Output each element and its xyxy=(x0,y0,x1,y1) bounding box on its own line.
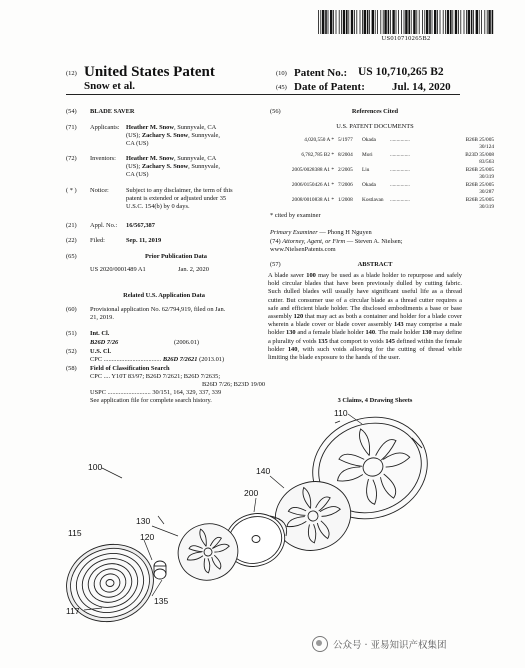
ref-date: 7/2006 xyxy=(338,182,353,188)
ref-date: 8/2004 xyxy=(338,152,353,158)
ref-class: B26B 25/005 xyxy=(465,167,494,173)
wechat-icon xyxy=(312,636,328,652)
primary-examiner: Primary Examiner — Phong H Nguyen xyxy=(270,229,372,236)
us-cl-cpc: CPC .................................... B26D 7/2621 (2013.01) xyxy=(90,356,225,363)
ref-dots: ............... xyxy=(390,137,410,143)
ref-class: B26B 25/005 xyxy=(465,197,494,203)
code-56: (56) xyxy=(270,108,281,115)
patent-no-label: Patent No.: xyxy=(294,67,348,79)
ref-name: Okada xyxy=(362,137,376,143)
us-patent-documents-heading: U.S. PATENT DOCUMENTS xyxy=(336,123,414,130)
inventors-short: Snow et al. xyxy=(84,80,136,92)
patent-number: US 10,710,265 B2 xyxy=(358,66,444,78)
ref-name: Mori xyxy=(362,152,373,158)
ref-date: 1/2008 xyxy=(338,197,353,203)
code-57: (57) xyxy=(270,261,281,268)
ref-number: 2006/0150426 A1 * xyxy=(291,182,334,188)
abstract-heading: ABSTRACT xyxy=(357,261,393,268)
code-54: (54) xyxy=(66,108,77,115)
ref-class-secondary: 30/319 xyxy=(479,203,494,210)
field-of-search-label: Field of Classification Search xyxy=(90,365,170,372)
label-115: 115 xyxy=(68,528,82,538)
claims-drawing-sheets: 3 Claims, 4 Drawing Sheets xyxy=(337,397,413,404)
ref-name: Liu xyxy=(362,167,370,173)
ref-date: 2/2005 xyxy=(338,167,353,173)
cited-by-examiner: * cited by examiner xyxy=(270,212,321,219)
watermark-text: 公众号 · 亚易知识产权集团 xyxy=(333,640,447,651)
search-history-note: See application file for complete search history. xyxy=(90,397,212,404)
ref-class: B26B 25/005 xyxy=(465,182,494,188)
label-130: 130 xyxy=(136,516,151,526)
inventors-label: Inventors: xyxy=(90,155,116,162)
related-application-heading: Related U.S. Application Data xyxy=(123,292,205,299)
appl-no: 16/567,387 xyxy=(126,222,155,229)
int-cl-label: Int. Cl. xyxy=(90,330,110,337)
ref-dots: ............... xyxy=(390,167,410,173)
abstract-text: A blade saver 100 may be used as a blade holder to repurpose and safely hold circular blades that have been previously dulled by cutting fabric. Such dulled blades will usually have significant useful life as a thread cutter. But consumer use of a circular blade as a thread cutter requires a safe and efficient blade holder. The disclosed embodiments a base or base assembly 120 that may act as both a container and holder for a blade cover wherein a blade cover or blade cover assembly 143 may comprise a male holder 130 and a female blade holder 140. The male holder 130 may define a plurality of voids 135 that comport to voids 145 defined within the female holder 140, with such voids allowing for the cutting of thread while limiting the blade exposure to the hands of the user. xyxy=(268,272,463,362)
part-135-post xyxy=(154,561,166,579)
ref-number: 2005/0028388 A1 * xyxy=(291,167,334,173)
label-135: 135 xyxy=(154,596,169,606)
label-117: 117 xyxy=(66,606,80,616)
code-12: (12) xyxy=(66,70,77,77)
ref-name: Okada xyxy=(362,182,376,188)
code-22: (22) xyxy=(66,237,77,244)
patent-title: United States Patent xyxy=(84,64,215,80)
label-140: 140 xyxy=(256,466,271,476)
attorney: (74) Attorney, Agent, or Firm — Steven A. Nielsen; xyxy=(270,238,403,245)
field-of-search-uspc: USPC ........................... 30/151, 164, 329, 337, 339 xyxy=(90,389,222,396)
code-71: (71) xyxy=(66,124,77,131)
us-cl-label: U.S. Cl. xyxy=(90,348,111,355)
code-65: (65) xyxy=(66,253,77,260)
ref-dots: ............... xyxy=(390,152,410,158)
ref-class: B26B 25/005 xyxy=(465,137,494,143)
filed-date: Sep. 11, 2019 xyxy=(126,237,162,244)
ref-number: 6,782,785 B2 * xyxy=(301,152,334,158)
ref-dots: ............... xyxy=(390,182,410,188)
label-100: 100 xyxy=(88,462,103,472)
applicants-block: Heather M. Snow, Sunnyvale, CA (US); Zachary S. Snow, Sunnyvale, CA (US) xyxy=(126,124,220,148)
inventors-block: Heather M. Snow, Sunnyvale, CA (US); Zachary S. Snow, Sunnyvale, CA (US) xyxy=(126,155,220,179)
label-200: 200 xyxy=(244,488,259,498)
patent-drawing xyxy=(40,408,480,626)
code-notice: ( * ) xyxy=(66,187,77,194)
wechat-watermark xyxy=(312,634,512,654)
header-rule xyxy=(66,94,460,95)
attorney-website: www.NielsenPatents.com xyxy=(270,246,336,253)
ref-class-secondary: 30/124 xyxy=(479,143,494,150)
code-45: (45) xyxy=(276,84,287,91)
barcode-number: US010710265B2 xyxy=(381,35,431,42)
prior-publication-number: US 2020/0001489 A1 xyxy=(90,266,146,273)
ref-name: Kostlavan xyxy=(362,197,384,203)
ref-class: B23D 35/008 xyxy=(465,152,494,158)
field-of-search-cpc: CPC .... Y10T 83/97; B26D 7/2621; B26D 7/2635; xyxy=(90,373,221,380)
code-21: (21) xyxy=(66,222,77,229)
prior-publication-heading: Prior Publication Data xyxy=(144,253,207,260)
code-58: (58) xyxy=(66,365,77,372)
code-10: (10) xyxy=(276,70,287,77)
applicants-label: Applicants: xyxy=(90,124,120,131)
ref-dots: ............... xyxy=(390,197,410,203)
int-cl-class: B26D 7/26 xyxy=(90,339,119,346)
date-of-patent: Jul. 14, 2020 xyxy=(392,81,451,93)
ref-class-secondary: 30/287 xyxy=(479,188,494,195)
prior-publication-date: Jan. 2, 2020 xyxy=(178,266,209,273)
provisional-application: Provisional application No. 62/794,919, filed on Jan. 21, 2019. xyxy=(90,306,226,322)
notice-label: Notice: xyxy=(90,187,109,194)
date-of-patent-label: Date of Patent: xyxy=(294,81,365,93)
ref-class-secondary: 83/563 xyxy=(479,158,494,165)
references-heading: References Cited xyxy=(351,108,399,115)
code-52: (52) xyxy=(66,348,77,355)
code-60: (60) xyxy=(66,306,77,313)
notice-text: Subject to any disclaimer, the term of this patent is extended or adjusted under 35 U.S.C. 154(b) by 0 days. xyxy=(126,187,233,211)
int-cl-year: (2006.01) xyxy=(174,339,200,346)
code-51: (51) xyxy=(66,330,77,337)
ref-number: 2008/0010838 A1 * xyxy=(291,197,334,203)
code-72: (72) xyxy=(66,155,77,162)
barcode-image xyxy=(318,10,494,34)
appl-no-label: Appl. No.: xyxy=(90,222,118,229)
label-120: 120 xyxy=(140,532,155,542)
ref-number: 4,020,550 A * xyxy=(304,137,334,143)
ref-date: 5/1977 xyxy=(338,137,353,143)
invention-title: BLADE SAVER xyxy=(90,108,135,115)
filed-label: Filed: xyxy=(90,237,105,244)
ref-class-secondary: 30/319 xyxy=(479,173,494,180)
label-110: 110 xyxy=(334,408,348,418)
field-of-search-cpc-cont: B26D 7/26; B23D 19/00 xyxy=(202,381,266,388)
